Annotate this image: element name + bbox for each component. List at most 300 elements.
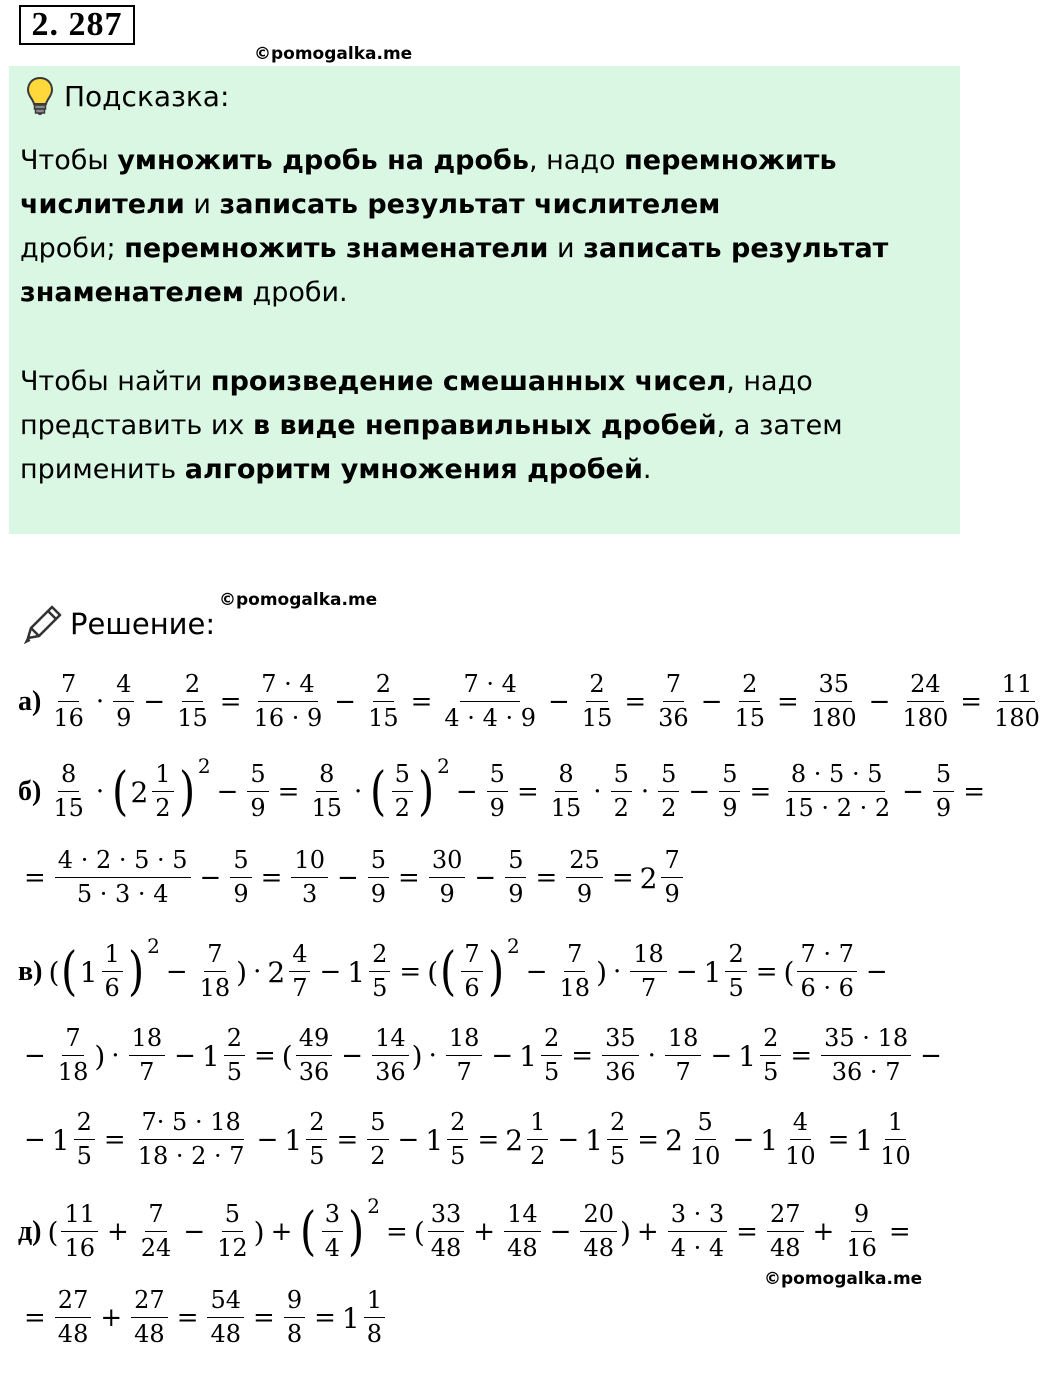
fraction [322,1201,343,1262]
denominator: 5 · 3 · 4 [76,880,169,908]
numerator: 7 [62,1025,83,1056]
numerator: 9 [284,1287,305,1318]
denominator: 36 [375,1058,406,1086]
fraction [446,1025,483,1086]
fraction [61,1201,98,1262]
numerator: 27 [131,1287,168,1318]
hint-text: дроби. [243,277,348,308]
denominator: 9 [370,880,387,908]
fraction [566,847,603,908]
fraction [655,671,692,732]
part-label: б) [18,776,42,807]
numerator: 4 [113,671,134,702]
numerator: 5 [719,761,740,792]
fraction [668,1201,727,1262]
numerator: 7 [663,671,684,702]
exponent: 2 [437,754,450,778]
operator: = [960,687,983,717]
fraction [719,761,740,822]
numerator: 11 [61,1201,98,1232]
whole-part: 2 [639,861,658,895]
whole-part: 1 [347,955,366,989]
fraction [821,1025,911,1086]
operator: − [474,863,497,893]
numerator: 30 [429,847,466,878]
operator: + [636,1217,659,1247]
operator: − [455,777,478,807]
bracket: ( [783,955,795,989]
denominator: 15 [368,704,399,732]
whole-part: 1 [519,1039,537,1073]
hint-bold-text: перемножить [624,145,837,176]
denominator: 10 [689,1142,721,1170]
numerator: 54 [207,1287,244,1318]
numerator: 14 [504,1201,541,1232]
operator: = [516,777,539,807]
whole-part: 1 [79,955,98,989]
denominator: 2 [613,794,629,822]
denominator: 36 · 7 [831,1058,901,1086]
denominator: 6 [464,974,480,1002]
numerator: 18 [665,1025,702,1056]
denominator: 5 [544,1058,560,1086]
denominator: 24 [140,1234,172,1262]
operator: = [777,687,799,717]
denominator: 15 [550,794,582,822]
parenthesis: ) [487,942,504,1002]
operator: = [755,957,778,987]
fraction [55,847,191,908]
denominator: 5 [763,1058,779,1086]
bracket: ) [236,955,248,989]
denominator: 3 [302,880,318,908]
operator: = [336,1125,359,1155]
numerator: 27 [767,1201,804,1232]
denominator: 7 [640,974,657,1002]
operator: · [95,777,105,807]
fraction [760,1025,781,1086]
whole-part: 2 [130,775,149,809]
denominator: 15 [581,704,613,732]
whole-part: 1 [341,1301,360,1335]
watermark-bottom: ©pomogalka.me [764,1269,923,1289]
fraction [369,941,390,1002]
whole-part: 1 [425,1123,444,1157]
fraction [602,1025,639,1086]
fraction [441,671,539,732]
numerator: 8 [316,761,337,792]
numerator: 14 [372,1025,409,1056]
hint-title [26,76,229,116]
operator: − [549,1217,572,1247]
part-label: д) [18,1216,42,1247]
denominator: 6 [104,974,120,1002]
denominator: 48 [769,1234,801,1262]
denominator: 2 [370,1142,386,1170]
operator: − [216,777,239,807]
fraction [527,1109,548,1170]
numerator: 2 [447,1109,468,1140]
problem-number: 2. 287 [19,5,135,45]
denominator: 48 [210,1320,242,1348]
fraction [224,1025,245,1086]
operator: = [277,777,300,807]
operator: = [314,1303,336,1333]
operator: = [219,687,242,717]
denominator: 5 [226,1058,242,1086]
operator: = [399,957,422,987]
fraction [461,941,482,1002]
fraction [725,941,746,1002]
denominator: 2 [530,1142,546,1170]
numerator: 49 [296,1025,333,1056]
denominator: 2 [394,794,410,822]
denominator: 7 [675,1058,691,1086]
denominator: 180 [810,704,857,732]
denominator: 18 [57,1058,89,1086]
fraction [428,1201,465,1262]
fraction [368,847,389,908]
denominator: 6 · 6 [800,974,854,1002]
fraction [767,1201,804,1262]
numerator: 7 · 7 [797,941,856,972]
whole-part: 1 [738,1039,757,1073]
operator: · [354,777,363,807]
hint-text: , надо [528,145,625,176]
fraction [113,671,134,732]
part-label: а) [18,686,42,717]
operator: = [963,777,985,807]
denominator: 4 [324,1234,340,1262]
operator: = [176,1303,199,1333]
operator: − [319,957,342,987]
denominator: 7 [456,1058,472,1086]
numerator: 1 [364,1287,385,1318]
numerator: 5 [222,1201,243,1232]
numerator: 20 [580,1201,617,1232]
denominator: 16 · 9 [253,704,323,732]
fraction [505,847,526,908]
math-line-b1 [18,752,991,832]
fraction [174,671,211,732]
numerator: 4 [289,941,310,972]
numerator: 35 · 18 [821,1025,911,1056]
operator: · [647,1041,656,1071]
numerator: 4 [790,1109,811,1140]
denominator: 5 [728,974,744,1002]
part-label: в) [18,956,43,987]
operator: − [24,1125,46,1155]
numerator: 3 · 3 [668,1201,727,1232]
fraction [797,941,856,1002]
whole-part: 1 [585,1123,603,1157]
numerator: 5 [487,761,508,792]
operator: = [24,1303,46,1333]
denominator: 9 [489,794,505,822]
operator: · [253,957,262,987]
fraction [580,1201,617,1262]
hint-bold-text: произведение смешанных чисел [210,366,727,397]
denominator: 48 [430,1234,462,1262]
operator: − [688,777,711,807]
denominator: 7 [292,974,308,1002]
parenthesis: ( [61,942,78,1002]
operator: − [183,1217,206,1247]
operator: = [790,1041,813,1071]
fraction [247,761,268,822]
fraction [365,671,402,732]
parenthesis: ( [300,1202,317,1262]
denominator: 4 · 4 [670,1234,725,1262]
fraction [541,1025,562,1086]
fraction [557,941,594,1002]
whole-part: 2 [665,1123,683,1157]
denominator: 7 [139,1058,155,1086]
parenthesis: ) [178,762,195,822]
numerator: 1 [102,941,123,972]
denominator: 2 [155,794,171,822]
operator: + [100,1303,123,1333]
whole-part: 1 [703,955,722,989]
fraction [306,1109,327,1170]
fraction [991,671,1043,732]
fraction [658,761,679,822]
math-line-v3 [18,1100,917,1180]
bracket: ( [48,955,60,989]
fraction [152,761,173,822]
numerator: 18 [446,1025,483,1056]
denominator: 16 [64,1234,95,1262]
operator: − [199,863,222,893]
hint-text: . [642,454,652,485]
denominator: 9 [439,880,455,908]
numerator: 2 [607,1109,628,1140]
operator: = [253,1303,275,1333]
operator: · [428,1041,437,1071]
lightbulb-icon [26,76,54,116]
fraction [50,761,87,822]
operator: − [868,687,891,717]
denominator: 48 [583,1234,614,1262]
exponent: 2 [197,754,211,778]
fraction [899,671,951,732]
operator: − [902,777,924,807]
solution-title [22,604,215,644]
numerator: 7 · 4 [460,671,519,702]
operator: = [410,687,433,717]
denominator: 18 · 2 · 7 [137,1142,245,1170]
hint-bold-text: алгоритм умножения дробей [184,454,643,485]
fraction [74,1109,95,1170]
numerator: 7 · 4 [258,671,317,702]
solution-title-text: Решение: [70,607,216,641]
operator: − [336,863,359,893]
bracket: ) [619,1215,631,1249]
denominator: 180 [994,704,1040,732]
hint-text: и [548,233,584,264]
numerator: 11 [999,671,1036,702]
denominator: 15 · 2 · 2 [783,794,891,822]
parenthesis: ( [370,762,387,822]
fraction [102,941,123,1002]
fraction [284,1287,305,1348]
denominator: 18 [559,974,591,1002]
whole-part: 1 [284,1123,303,1157]
operator: = [103,1125,126,1155]
numerator: 5 [392,761,413,792]
fraction [687,1109,724,1170]
whole-part: 1 [760,1123,779,1157]
denominator: 36 [658,704,689,732]
numerator: 5 [658,761,679,792]
hint-bold-text: перемножить знаменатели [124,233,549,264]
exponent: 2 [367,1194,381,1218]
parenthesis: ) [417,762,435,822]
numerator: 9 [851,1201,872,1232]
operator: = [637,1125,660,1155]
fraction [782,1109,819,1170]
hint-text: применить [20,454,185,485]
fraction [230,847,251,908]
numerator: 8 [555,761,576,792]
fraction [289,941,310,1002]
fraction [548,761,585,822]
denominator: 36 [605,1058,636,1086]
denominator: 9 [664,880,680,908]
operator: − [865,957,888,987]
operator: − [732,1125,755,1155]
numerator: 18 [129,1025,166,1056]
numerator: 2 [373,671,394,702]
fraction [251,671,326,732]
denominator: 2 [661,794,677,822]
denominator: 8 [366,1320,383,1348]
denominator: 9 [935,794,952,822]
math-line-v2 [18,1016,948,1096]
denominator: 15 [734,704,766,732]
whole-part: 2 [267,955,286,989]
numerator: 25 [566,847,603,878]
denominator: 16 [53,704,84,732]
math-line-a1 [18,662,1046,742]
fraction [207,1287,244,1348]
fraction [138,1201,175,1262]
fraction [135,1109,248,1170]
denominator: 9 [722,794,738,822]
fraction [197,941,234,1002]
fraction [367,1109,388,1170]
numerator: 35 [815,671,852,702]
operator: − [710,1041,733,1071]
denominator: 9 [116,704,132,732]
numerator: 5 [368,847,389,878]
numerator: 5 [933,761,954,792]
hint-text: дроби; [20,233,125,264]
numerator: 1 [885,1109,906,1140]
operator: − [548,687,570,717]
fraction [808,671,860,732]
operator: = [749,777,772,807]
operator: − [700,687,723,717]
numerator: 2 [586,671,607,702]
denominator: 9 [576,880,593,908]
operator: + [270,1217,293,1247]
numerator: 2 [74,1109,95,1140]
denominator: 180 [902,704,949,732]
operator: − [24,1041,46,1071]
denominator: 15 [311,794,342,822]
parenthesis: ( [440,942,457,1002]
exponent: 2 [147,934,160,958]
whole-part: 1 [855,1123,874,1157]
denominator: 9 [508,880,524,908]
operator: = [24,863,46,893]
operator: · [613,957,622,987]
math-line-d2 [18,1278,388,1358]
parenthesis: ) [127,942,145,1002]
watermark-middle: ©pomogalka.me [219,590,378,610]
fraction [487,761,508,822]
bracket: ) [253,1215,265,1249]
fraction [214,1201,251,1262]
fraction [131,1287,168,1348]
bracket: ) [596,955,608,989]
operator: − [165,957,188,987]
operator: = [571,1041,594,1071]
numerator: 1 [527,1109,548,1140]
numerator: 2 [541,1025,562,1056]
math-line-v1 [18,932,894,1012]
hint-text: Чтобы [20,145,118,176]
operator: + [812,1217,835,1247]
math-line-d1 [18,1192,917,1272]
bracket: ) [411,1039,423,1073]
denominator: 5 [450,1142,466,1170]
operator: · [95,687,105,717]
fraction [877,1109,914,1170]
exponent: 2 [507,934,520,958]
operator: = [254,1041,276,1071]
denominator: 48 [134,1320,165,1348]
hint-bold-text: знаменателем [20,277,244,308]
fraction [291,847,328,908]
operator: = [398,863,420,893]
denominator: 36 [298,1058,330,1086]
numerator: 2 [739,671,760,702]
whole-part: 1 [51,1123,70,1157]
operator: = [535,863,558,893]
fraction [579,671,616,732]
operator: · [593,777,602,807]
numerator: 27 [55,1287,92,1318]
fraction [504,1201,541,1262]
fraction [50,671,87,732]
hint-title-text: Подсказка: [64,79,230,113]
numerator: 7 [145,1201,166,1232]
bracket: ( [47,1215,59,1249]
denominator: 5 [609,1142,626,1170]
hint-text: , а затем [716,410,843,441]
hint-bold-text: числители [20,189,185,220]
bracket: ( [413,1215,425,1249]
fraction [372,1025,409,1086]
numerator: 2 [369,941,390,972]
numerator: 2 [182,671,203,702]
denominator: 9 [233,880,249,908]
fraction [429,847,466,908]
operator: · [111,1041,120,1071]
operator: − [525,957,548,987]
